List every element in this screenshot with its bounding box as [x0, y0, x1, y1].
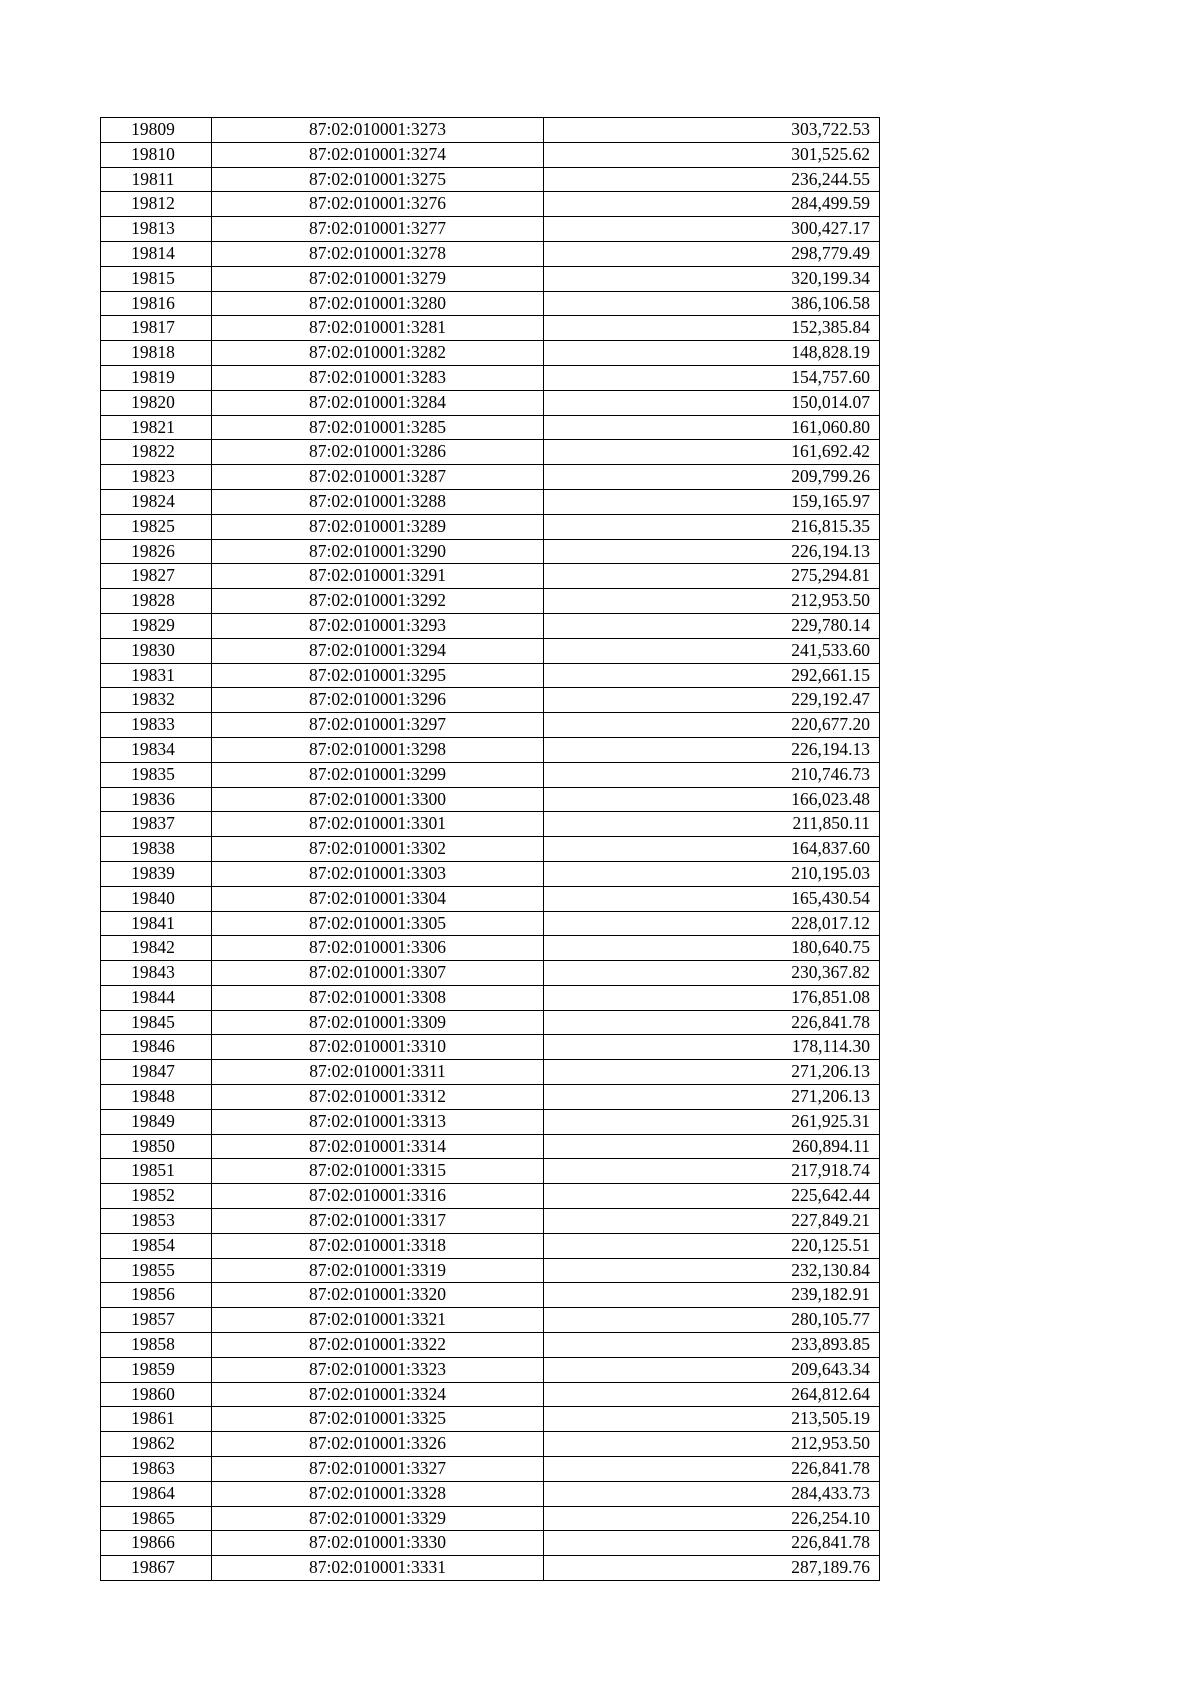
table-body [101, 118, 880, 1581]
table-row [101, 1382, 880, 1407]
row-number-cell: 19822 [101, 440, 212, 465]
row-number-cell: 19857 [101, 1308, 212, 1333]
cadastral-number-cell: 87:02:010001:3293 [212, 613, 544, 638]
cadastral-number-cell: 87:02:010001:3282 [212, 341, 544, 366]
cadastral-value-cell: 226,194.13 [544, 737, 880, 762]
cadastral-number-cell: 87:02:010001:3304 [212, 886, 544, 911]
cadastral-value-cell: 166,023.48 [544, 787, 880, 812]
row-number-cell: 19815 [101, 266, 212, 291]
cadastral-number-cell: 87:02:010001:3294 [212, 638, 544, 663]
table-row [101, 390, 880, 415]
row-number-cell: 19840 [101, 886, 212, 911]
row-number-cell: 19864 [101, 1481, 212, 1506]
cadastral-value-cell: 241,533.60 [544, 638, 880, 663]
table-row [101, 837, 880, 862]
cadastral-number-cell: 87:02:010001:3321 [212, 1308, 544, 1333]
cadastral-number-cell: 87:02:010001:3316 [212, 1184, 544, 1209]
cadastral-value-cell: 230,367.82 [544, 961, 880, 986]
cadastral-number-cell: 87:02:010001:3303 [212, 861, 544, 886]
row-number-cell: 19817 [101, 316, 212, 341]
cadastral-number-cell: 87:02:010001:3305 [212, 911, 544, 936]
row-number-cell: 19859 [101, 1357, 212, 1382]
table-row [101, 688, 880, 713]
cadastral-value-cell: 180,640.75 [544, 936, 880, 961]
cadastral-number-cell: 87:02:010001:3310 [212, 1035, 544, 1060]
cadastral-value-cell: 217,918.74 [544, 1159, 880, 1184]
cadastral-value-cell: 229,780.14 [544, 613, 880, 638]
cadastral-number-cell: 87:02:010001:3290 [212, 539, 544, 564]
cadastral-value-cell: 210,195.03 [544, 861, 880, 886]
cadastral-number-cell: 87:02:010001:3278 [212, 241, 544, 266]
row-number-cell: 19827 [101, 564, 212, 589]
cadastral-value-cell: 213,505.19 [544, 1407, 880, 1432]
cadastral-number-cell: 87:02:010001:3285 [212, 415, 544, 440]
table-row [101, 812, 880, 837]
cadastral-value-cell: 220,125.51 [544, 1233, 880, 1258]
row-number-cell: 19825 [101, 514, 212, 539]
cadastral-number-cell: 87:02:010001:3330 [212, 1531, 544, 1556]
cadastral-number-cell: 87:02:010001:3311 [212, 1060, 544, 1085]
cadastral-value-cell: 292,661.15 [544, 663, 880, 688]
row-number-cell: 19849 [101, 1109, 212, 1134]
cadastral-value-table [100, 117, 880, 1581]
cadastral-value-cell: 300,427.17 [544, 217, 880, 242]
cadastral-number-cell: 87:02:010001:3322 [212, 1333, 544, 1358]
row-number-cell: 19867 [101, 1556, 212, 1581]
document-page [100, 117, 879, 1581]
row-number-cell: 19862 [101, 1432, 212, 1457]
cadastral-number-cell: 87:02:010001:3296 [212, 688, 544, 713]
table-row [101, 1432, 880, 1457]
row-number-cell: 19809 [101, 118, 212, 143]
cadastral-number-cell: 87:02:010001:3288 [212, 489, 544, 514]
row-number-cell: 19813 [101, 217, 212, 242]
cadastral-number-cell: 87:02:010001:3276 [212, 192, 544, 217]
row-number-cell: 19854 [101, 1233, 212, 1258]
cadastral-number-cell: 87:02:010001:3309 [212, 1010, 544, 1035]
cadastral-value-cell: 264,812.64 [544, 1382, 880, 1407]
cadastral-value-cell: 216,815.35 [544, 514, 880, 539]
row-number-cell: 19845 [101, 1010, 212, 1035]
table-row [101, 167, 880, 192]
table-row [101, 440, 880, 465]
table-row [101, 985, 880, 1010]
row-number-cell: 19812 [101, 192, 212, 217]
row-number-cell: 19860 [101, 1382, 212, 1407]
cadastral-value-cell: 159,165.97 [544, 489, 880, 514]
table-row [101, 291, 880, 316]
row-number-cell: 19850 [101, 1134, 212, 1159]
cadastral-value-cell: 320,199.34 [544, 266, 880, 291]
table-row [101, 539, 880, 564]
cadastral-value-cell: 161,060.80 [544, 415, 880, 440]
cadastral-value-cell: 210,746.73 [544, 762, 880, 787]
row-number-cell: 19847 [101, 1060, 212, 1085]
cadastral-value-cell: 225,642.44 [544, 1184, 880, 1209]
cadastral-value-cell: 226,841.78 [544, 1457, 880, 1482]
cadastral-number-cell: 87:02:010001:3331 [212, 1556, 544, 1581]
table-row [101, 861, 880, 886]
table-row [101, 1531, 880, 1556]
cadastral-value-cell: 226,194.13 [544, 539, 880, 564]
table-row [101, 365, 880, 390]
cadastral-value-cell: 148,828.19 [544, 341, 880, 366]
cadastral-value-cell: 229,192.47 [544, 688, 880, 713]
row-number-cell: 19824 [101, 489, 212, 514]
row-number-cell: 19851 [101, 1159, 212, 1184]
row-number-cell: 19848 [101, 1085, 212, 1110]
cadastral-value-cell: 261,925.31 [544, 1109, 880, 1134]
table-row [101, 1134, 880, 1159]
table-row [101, 1159, 880, 1184]
row-number-cell: 19838 [101, 837, 212, 862]
cadastral-value-cell: 232,130.84 [544, 1258, 880, 1283]
row-number-cell: 19829 [101, 613, 212, 638]
row-number-cell: 19831 [101, 663, 212, 688]
row-number-cell: 19836 [101, 787, 212, 812]
cadastral-number-cell: 87:02:010001:3279 [212, 266, 544, 291]
cadastral-number-cell: 87:02:010001:3329 [212, 1506, 544, 1531]
row-number-cell: 19861 [101, 1407, 212, 1432]
row-number-cell: 19811 [101, 167, 212, 192]
table-row [101, 341, 880, 366]
row-number-cell: 19820 [101, 390, 212, 415]
row-number-cell: 19828 [101, 589, 212, 614]
cadastral-value-cell: 227,849.21 [544, 1209, 880, 1234]
cadastral-number-cell: 87:02:010001:3323 [212, 1357, 544, 1382]
table-row [101, 936, 880, 961]
cadastral-number-cell: 87:02:010001:3317 [212, 1209, 544, 1234]
cadastral-value-cell: 209,799.26 [544, 465, 880, 490]
table-row [101, 465, 880, 490]
table-row [101, 1060, 880, 1085]
table-row [101, 142, 880, 167]
cadastral-value-cell: 287,189.76 [544, 1556, 880, 1581]
table-row [101, 713, 880, 738]
cadastral-number-cell: 87:02:010001:3298 [212, 737, 544, 762]
row-number-cell: 19853 [101, 1209, 212, 1234]
row-number-cell: 19818 [101, 341, 212, 366]
cadastral-number-cell: 87:02:010001:3308 [212, 985, 544, 1010]
table-row [101, 638, 880, 663]
cadastral-number-cell: 87:02:010001:3314 [212, 1134, 544, 1159]
cadastral-value-cell: 239,182.91 [544, 1283, 880, 1308]
table-row [101, 1333, 880, 1358]
cadastral-number-cell: 87:02:010001:3313 [212, 1109, 544, 1134]
cadastral-value-cell: 178,114.30 [544, 1035, 880, 1060]
cadastral-value-cell: 271,206.13 [544, 1085, 880, 1110]
cadastral-value-cell: 176,851.08 [544, 985, 880, 1010]
row-number-cell: 19841 [101, 911, 212, 936]
cadastral-number-cell: 87:02:010001:3291 [212, 564, 544, 589]
cadastral-number-cell: 87:02:010001:3281 [212, 316, 544, 341]
cadastral-number-cell: 87:02:010001:3306 [212, 936, 544, 961]
cadastral-number-cell: 87:02:010001:3275 [212, 167, 544, 192]
row-number-cell: 19865 [101, 1506, 212, 1531]
cadastral-number-cell: 87:02:010001:3325 [212, 1407, 544, 1432]
cadastral-number-cell: 87:02:010001:3320 [212, 1283, 544, 1308]
table-row [101, 217, 880, 242]
cadastral-value-cell: 386,106.58 [544, 291, 880, 316]
table-row [101, 886, 880, 911]
table-row [101, 489, 880, 514]
row-number-cell: 19852 [101, 1184, 212, 1209]
cadastral-number-cell: 87:02:010001:3299 [212, 762, 544, 787]
cadastral-number-cell: 87:02:010001:3284 [212, 390, 544, 415]
cadastral-number-cell: 87:02:010001:3319 [212, 1258, 544, 1283]
cadastral-number-cell: 87:02:010001:3300 [212, 787, 544, 812]
table-row [101, 1233, 880, 1258]
table-row [101, 1010, 880, 1035]
table-row [101, 316, 880, 341]
table-row [101, 415, 880, 440]
cadastral-number-cell: 87:02:010001:3274 [212, 142, 544, 167]
table-row [101, 1035, 880, 1060]
table-row [101, 192, 880, 217]
cadastral-value-cell: 226,841.78 [544, 1531, 880, 1556]
cadastral-value-cell: 236,244.55 [544, 167, 880, 192]
cadastral-value-cell: 271,206.13 [544, 1060, 880, 1085]
table-row [101, 961, 880, 986]
table-row [101, 564, 880, 589]
cadastral-value-cell: 260,894.11 [544, 1134, 880, 1159]
cadastral-number-cell: 87:02:010001:3286 [212, 440, 544, 465]
table-row [101, 1109, 880, 1134]
cadastral-value-cell: 220,677.20 [544, 713, 880, 738]
cadastral-value-cell: 275,294.81 [544, 564, 880, 589]
row-number-cell: 19810 [101, 142, 212, 167]
row-number-cell: 19858 [101, 1333, 212, 1358]
table-row [101, 762, 880, 787]
table-row [101, 1556, 880, 1581]
row-number-cell: 19866 [101, 1531, 212, 1556]
table-row [101, 118, 880, 143]
cadastral-number-cell: 87:02:010001:3315 [212, 1159, 544, 1184]
row-number-cell: 19846 [101, 1035, 212, 1060]
table-row [101, 1085, 880, 1110]
cadastral-value-cell: 233,893.85 [544, 1333, 880, 1358]
row-number-cell: 19821 [101, 415, 212, 440]
table-row [101, 1481, 880, 1506]
cadastral-value-cell: 212,953.50 [544, 589, 880, 614]
cadastral-number-cell: 87:02:010001:3289 [212, 514, 544, 539]
cadastral-value-cell: 161,692.42 [544, 440, 880, 465]
cadastral-value-cell: 226,841.78 [544, 1010, 880, 1035]
cadastral-value-cell: 212,953.50 [544, 1432, 880, 1457]
table-row [101, 1506, 880, 1531]
table-row [101, 1209, 880, 1234]
row-number-cell: 19835 [101, 762, 212, 787]
table-row [101, 1258, 880, 1283]
row-number-cell: 19833 [101, 713, 212, 738]
cadastral-number-cell: 87:02:010001:3297 [212, 713, 544, 738]
row-number-cell: 19856 [101, 1283, 212, 1308]
cadastral-value-cell: 152,385.84 [544, 316, 880, 341]
cadastral-number-cell: 87:02:010001:3302 [212, 837, 544, 862]
cadastral-number-cell: 87:02:010001:3283 [212, 365, 544, 390]
row-number-cell: 19832 [101, 688, 212, 713]
cadastral-value-cell: 150,014.07 [544, 390, 880, 415]
cadastral-value-cell: 165,430.54 [544, 886, 880, 911]
table-row [101, 737, 880, 762]
cadastral-number-cell: 87:02:010001:3324 [212, 1382, 544, 1407]
cadastral-value-cell: 301,525.62 [544, 142, 880, 167]
table-row [101, 589, 880, 614]
row-number-cell: 19826 [101, 539, 212, 564]
table-row [101, 266, 880, 291]
row-number-cell: 19844 [101, 985, 212, 1010]
row-number-cell: 19823 [101, 465, 212, 490]
table-row [101, 1184, 880, 1209]
cadastral-number-cell: 87:02:010001:3295 [212, 663, 544, 688]
row-number-cell: 19863 [101, 1457, 212, 1482]
cadastral-value-cell: 298,779.49 [544, 241, 880, 266]
cadastral-number-cell: 87:02:010001:3307 [212, 961, 544, 986]
cadastral-value-cell: 284,433.73 [544, 1481, 880, 1506]
row-number-cell: 19834 [101, 737, 212, 762]
row-number-cell: 19830 [101, 638, 212, 663]
cadastral-value-cell: 154,757.60 [544, 365, 880, 390]
table-row [101, 1357, 880, 1382]
row-number-cell: 19855 [101, 1258, 212, 1283]
cadastral-number-cell: 87:02:010001:3292 [212, 589, 544, 614]
cadastral-value-cell: 164,837.60 [544, 837, 880, 862]
table-row [101, 613, 880, 638]
table-row [101, 663, 880, 688]
row-number-cell: 19839 [101, 861, 212, 886]
cadastral-number-cell: 87:02:010001:3287 [212, 465, 544, 490]
table-row [101, 241, 880, 266]
table-row [101, 911, 880, 936]
table-row [101, 514, 880, 539]
table-row [101, 1457, 880, 1482]
cadastral-number-cell: 87:02:010001:3277 [212, 217, 544, 242]
cadastral-number-cell: 87:02:010001:3273 [212, 118, 544, 143]
cadastral-value-cell: 280,105.77 [544, 1308, 880, 1333]
cadastral-number-cell: 87:02:010001:3318 [212, 1233, 544, 1258]
table-row [101, 787, 880, 812]
cadastral-value-cell: 303,722.53 [544, 118, 880, 143]
row-number-cell: 19814 [101, 241, 212, 266]
cadastral-value-cell: 228,017.12 [544, 911, 880, 936]
cadastral-number-cell: 87:02:010001:3301 [212, 812, 544, 837]
cadastral-number-cell: 87:02:010001:3312 [212, 1085, 544, 1110]
cadastral-number-cell: 87:02:010001:3327 [212, 1457, 544, 1482]
cadastral-value-cell: 209,643.34 [544, 1357, 880, 1382]
row-number-cell: 19816 [101, 291, 212, 316]
cadastral-value-cell: 211,850.11 [544, 812, 880, 837]
cadastral-value-cell: 284,499.59 [544, 192, 880, 217]
cadastral-number-cell: 87:02:010001:3326 [212, 1432, 544, 1457]
row-number-cell: 19843 [101, 961, 212, 986]
cadastral-number-cell: 87:02:010001:3280 [212, 291, 544, 316]
row-number-cell: 19842 [101, 936, 212, 961]
table-row [101, 1308, 880, 1333]
row-number-cell: 19819 [101, 365, 212, 390]
table-row [101, 1407, 880, 1432]
cadastral-number-cell: 87:02:010001:3328 [212, 1481, 544, 1506]
row-number-cell: 19837 [101, 812, 212, 837]
cadastral-value-cell: 226,254.10 [544, 1506, 880, 1531]
table-row [101, 1283, 880, 1308]
